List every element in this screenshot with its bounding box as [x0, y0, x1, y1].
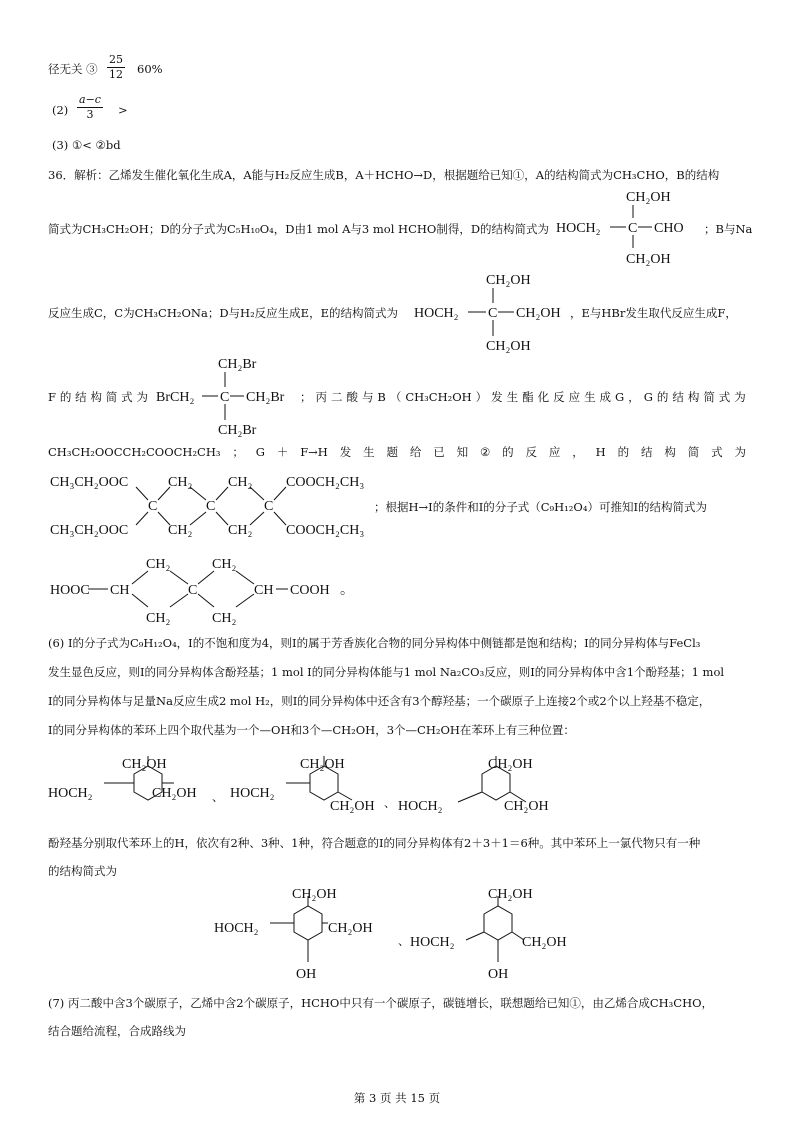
h-ch2-b1: CH₂: [168, 523, 193, 538]
i-ch2-t1: CH₂: [146, 557, 171, 572]
answer-structure-2: [410, 882, 610, 982]
structure-F: [156, 352, 306, 438]
iso3-left-hoch2: HOCH₂: [398, 799, 443, 814]
p6-line-6: 的结构简式为: [48, 864, 117, 878]
h-ch2-b2: CH₂: [228, 523, 253, 538]
answer-line-2-suffix: >: [118, 103, 128, 117]
d-bottom-ch2oh: CH₂OH: [626, 252, 671, 267]
p36-line-6b: ；根据H→I的条件和I的分子式（C₉H₁₂O₄）可推知I的结构简式为: [374, 500, 707, 514]
h-ester-bl: CH₃CH₂OOC: [50, 523, 129, 538]
h-c2: C: [206, 499, 216, 514]
i-ch-left: CH: [110, 583, 130, 598]
p36-line-5: CH₃CH₂OOCCH₂COOCH₂CH₃ ； G ＋ F→H 发 生 题 给 已 知 ② 的 反 应 ， H 的 结 构 简 式 为: [48, 445, 746, 459]
p36-line-4a: F 的 结 构 简 式 为: [48, 390, 148, 404]
i-c-center: C: [188, 583, 198, 598]
ans2-oh: OH: [488, 967, 509, 982]
f-bottom-ch2br: CH₂Br: [218, 423, 257, 438]
f-top-ch2br: CH₂Br: [218, 357, 257, 372]
p36-line-1: 36．解析：乙烯发生催化氧化生成A，A能与H₂反应生成B，A＋HCHO→D，根据题给已知①，A的结构简式为CH₃CHO，B的结构: [48, 168, 720, 182]
iso2-left-hoch2: HOCH₂: [230, 786, 275, 801]
h-c1: C: [148, 499, 158, 514]
p7-line-1: (7) 丙二酸中含3个碳原子，乙烯中含2个碳原子，HCHO中只有一个碳原子，碳链增长，联想题给已知①，由乙烯合成CH₃CHO，: [48, 996, 714, 1010]
ans2-right-ch2oh: CH₂OH: [522, 935, 567, 950]
answer-line-2-prefix: (2): [52, 103, 69, 117]
answer-line-1-prefix: 径无关 ③: [48, 62, 98, 76]
page-footer: 第 3 页 共 15 页: [353, 1091, 441, 1105]
answer-structure-1: [214, 882, 414, 982]
isomer-3: [398, 752, 598, 818]
f-center-c: C: [220, 390, 230, 405]
i-period: 。: [340, 583, 354, 598]
iso1-left-hoch2: HOCH₂: [48, 786, 93, 801]
structure-I: [50, 552, 370, 630]
isomer-2: [230, 752, 400, 818]
f-left-brch2: BrCH₂: [156, 390, 195, 405]
d-top-ch2oh: CH₂OH: [626, 190, 671, 205]
answer-line-3: (3) ①< ②bd: [52, 138, 121, 152]
i-ch2-b2: CH₂: [212, 611, 237, 626]
f-right-ch2br: CH₂Br: [246, 390, 285, 405]
i-ch-right: CH: [254, 583, 274, 598]
isomer-sep-2: 、: [384, 796, 396, 810]
p36-line-2b: ；B与Na: [704, 222, 753, 236]
ans1-left-hoch2: HOCH₂: [214, 921, 259, 936]
p6-line-4: I的同分异构体的苯环上四个取代基为一个—OH和3个—CH₂OH，3个—CH₂OH在苯环上有三种位置：: [48, 723, 575, 737]
iso3-top-ch2oh: CH₂OH: [488, 757, 533, 772]
h-ch2-t1: CH₂: [168, 475, 193, 490]
i-hooc: HOOC: [50, 583, 90, 598]
h-ch2-t2: CH₂: [228, 475, 253, 490]
p36-line-4b: ； 丙 二 酸 与 B （ CH₃CH₂OH ） 发 生 酯 化 反 应 生 成 G ， G 的 结 构 简 式 为: [300, 390, 746, 404]
answer-line-1-suffix: 60%: [137, 62, 163, 76]
d-right-cho: CHO: [654, 221, 684, 236]
p6-line-2: 发生显色反应，则I的同分异构体含酚羟基；1 mol I的同分异构体能与1 mol Na₂CO₃反应，则I的同分异构体中含1个酚羟基；1 mol: [48, 665, 725, 679]
h-ester-br: COOCH₂CH₃: [286, 523, 365, 538]
d-left-hoch2: HOCH₂: [556, 221, 601, 236]
iso1-right-ch2oh: CH₂OH: [152, 786, 197, 801]
h-ester-tl: CH₃CH₂OOC: [50, 475, 129, 490]
p36-line-3b: ，E与HBr发生取代反应生成F，: [570, 306, 737, 320]
i-ch2-t2: CH₂: [212, 557, 237, 572]
h-ester-tr: COOCH₂CH₃: [286, 475, 365, 490]
iso2-right-ch2oh: CH₂OH: [330, 799, 375, 814]
d-center-c: C: [628, 221, 638, 236]
fraction-a-c-3: a−c 3: [77, 94, 103, 121]
e-left-hoch2: HOCH₂: [414, 306, 459, 321]
e-right-ch2oh: CH₂OH: [516, 306, 561, 321]
e-center-c: C: [488, 306, 498, 321]
h-c3: C: [264, 499, 274, 514]
ans2-top-ch2oh: CH₂OH: [488, 887, 533, 902]
ans1-oh: OH: [296, 967, 317, 982]
isomer-1: [48, 752, 258, 818]
structure-E: [414, 268, 584, 354]
p7-line-2: 结合题给流程，合成路线为: [48, 1024, 186, 1038]
ans2-left-hoch2: HOCH₂: [410, 935, 455, 950]
e-bottom-ch2oh: CH₂OH: [486, 339, 531, 354]
e-top-ch2oh: CH₂OH: [486, 273, 531, 288]
ans1-top-ch2oh: CH₂OH: [292, 887, 337, 902]
p6-line-1: (6) I的分子式为C₉H₁₂O₄，I的不饱和度为4，则I的属于芳香族化合物的同分异构体中侧链都是饱和结构；I的同分异构体与FeCl₃: [48, 636, 701, 650]
iso2-top-ch2oh: CH₂OH: [300, 757, 345, 772]
ans1-right-ch2oh: CH₂OH: [328, 921, 373, 936]
fraction-25-12: 25 12: [109, 53, 123, 81]
answer-sep: 、: [398, 934, 410, 948]
structure-H: [50, 470, 380, 548]
iso1-top-ch2oh: CH₂OH: [122, 757, 167, 772]
p36-line-3a: 反应生成C，C为CH₃CH₂ONa；D与H₂反应生成E，E的结构简式为: [48, 306, 398, 320]
i-ch2-b1: CH₂: [146, 611, 171, 626]
p6-line-5: 酚羟基分别取代苯环上的H，依次有2种、3种、1种，符合题意的I的同分异构体有2＋3＋1＝6种。其中苯环上一氯代物只有一种: [48, 836, 701, 850]
i-cooh: COOH: [290, 583, 330, 598]
isomer-sep-1: 、: [212, 790, 224, 804]
p6-line-3: I的同分异构体与足量Na反应生成2 mol H₂，则I的同分异构体中还含有3个醇羟基；一个碳原子上连接2个或2个以上羟基不稳定，: [48, 694, 711, 708]
iso3-right-ch2oh: CH₂OH: [504, 799, 549, 814]
p36-line-2a: 简式为CH₃CH₂OH；D的分子式为C₅H₁₀O₄，D由1 mol A与3 mol HCHO制得，D的结构简式为: [48, 222, 550, 236]
